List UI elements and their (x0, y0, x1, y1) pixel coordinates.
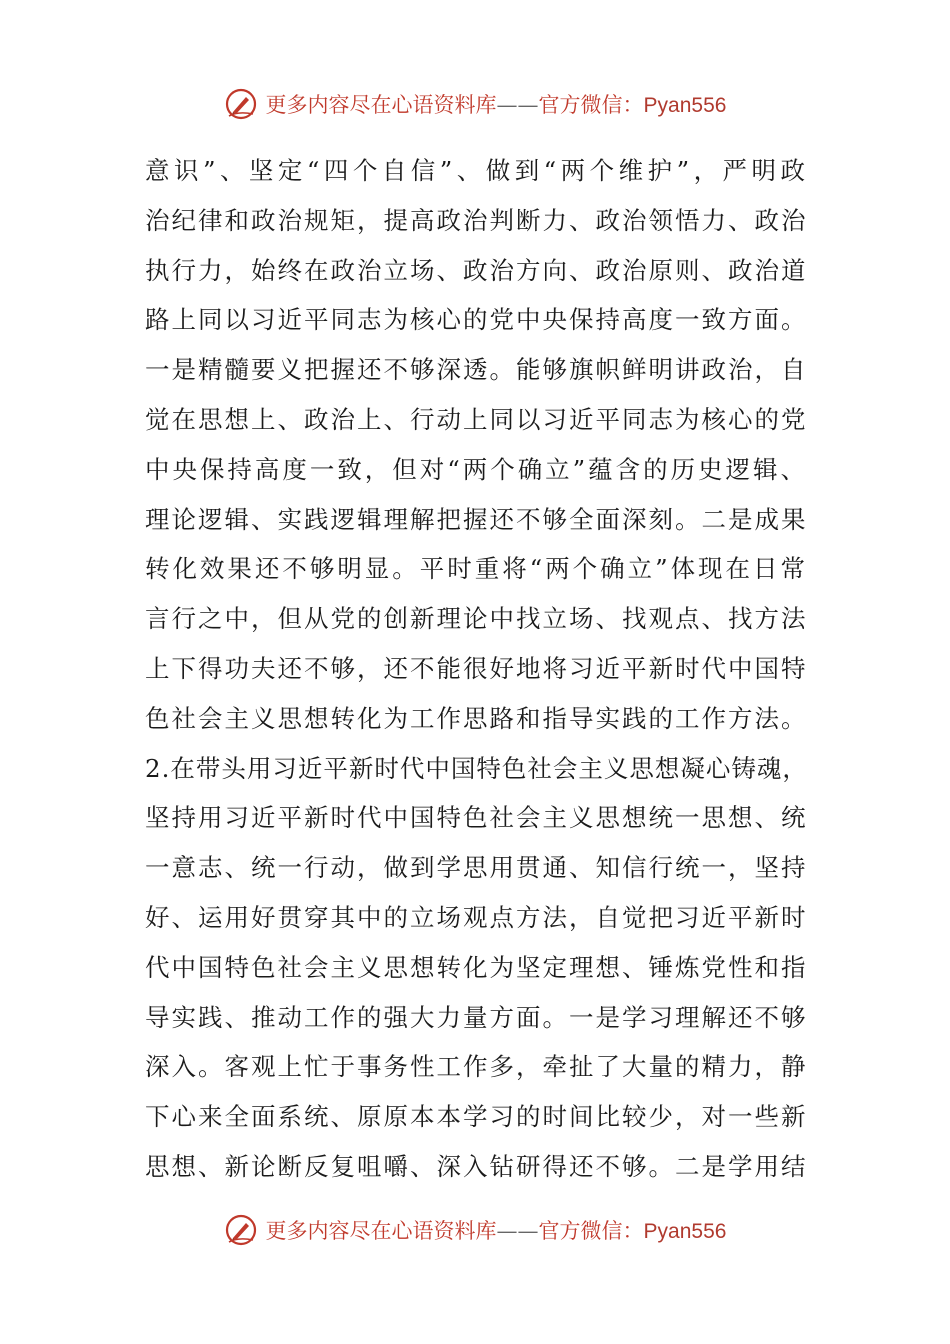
text-line: 转化效果还不够明显。平时重将“两个确立”体现在日常 (145, 554, 807, 584)
banner-main-text: 更多内容尽在心语资料库 (265, 1219, 497, 1243)
text-line: 一是精髓要义把握还不够深透。能够旗帜鲜明讲政治，自 (145, 355, 808, 385)
text-line: 执行力，始终在政治立场、政治方向、政治原则、政治道 (145, 255, 808, 285)
text-line: 思想、新论断反复咀嚼、深入钻研得还不够。二是学用结 (145, 1151, 808, 1181)
text-line: 上下得功夫还不够，还不能很好地将习近平新时代中国特 (145, 653, 808, 683)
document-body (145, 146, 807, 1192)
text-line: 一意志、统一行动，做到学思用贯通、知信行统一，坚持 (145, 853, 808, 883)
text-line: 导实践、推动工作的强大力量方面。一是学习理解还不够 (145, 1002, 808, 1032)
banner-wechat-label: 官方微信： (538, 1219, 644, 1243)
text-line: 觉在思想上、政治上、行动上同以习近平同志为核心的党 (145, 404, 808, 434)
banner-wechat-id: Pyan556 (643, 1220, 727, 1243)
text-line: 中央保持高度一致，但对“两个确立”蕴含的历史逻辑、 (145, 454, 807, 484)
banner-wechat-id: Pyan556 (643, 94, 727, 117)
header-banner (0, 84, 950, 124)
pen-circle-logo-icon (224, 1213, 258, 1247)
text-line: 2.在带头用习近平新时代中国特色社会主义思想凝心铸魂， (145, 753, 808, 783)
text-line: 理论逻辑、实践逻辑理解把握还不够全面深刻。二是成果 (145, 504, 808, 534)
banner-separator: —— (496, 1219, 539, 1243)
text-line: 代中国特色社会主义思想转化为坚定理想、锤炼党性和指 (145, 952, 808, 982)
banner-main-text: 更多内容尽在心语资料库 (265, 93, 497, 117)
text-line: 治纪律和政治规矩，提高政治判断力、政治领悟力、政治 (145, 205, 808, 235)
text-line: 意识”、坚定“四个自信”、做到“两个维护”，严明政 (145, 156, 807, 185)
banner-wechat-label: 官方微信： (538, 93, 644, 117)
footer-banner (0, 1210, 950, 1250)
text-line: 坚持用习近平新时代中国特色社会主义思想统一思想、统 (145, 803, 808, 833)
text-line: 下心来全面系统、原原本本学习的时间比较少，对一些新 (145, 1102, 808, 1132)
banner-separator: —— (496, 93, 539, 117)
pen-circle-logo-icon (224, 87, 258, 121)
text-line: 好、运用好贯穿其中的立场观点方法，自觉把习近平新时 (145, 902, 808, 932)
text-line: 深入。客观上忙于事务性工作多，牵扯了大量的精力，静 (145, 1052, 808, 1082)
text-line: 言行之中，但从党的创新理论中找立场、找观点、找方法 (145, 604, 808, 634)
text-line: 路上同以习近平同志为核心的党中央保持高度一致方面。 (145, 305, 808, 335)
text-line: 色社会主义思想转化为工作思路和指导实践的工作方法。 (145, 703, 808, 733)
